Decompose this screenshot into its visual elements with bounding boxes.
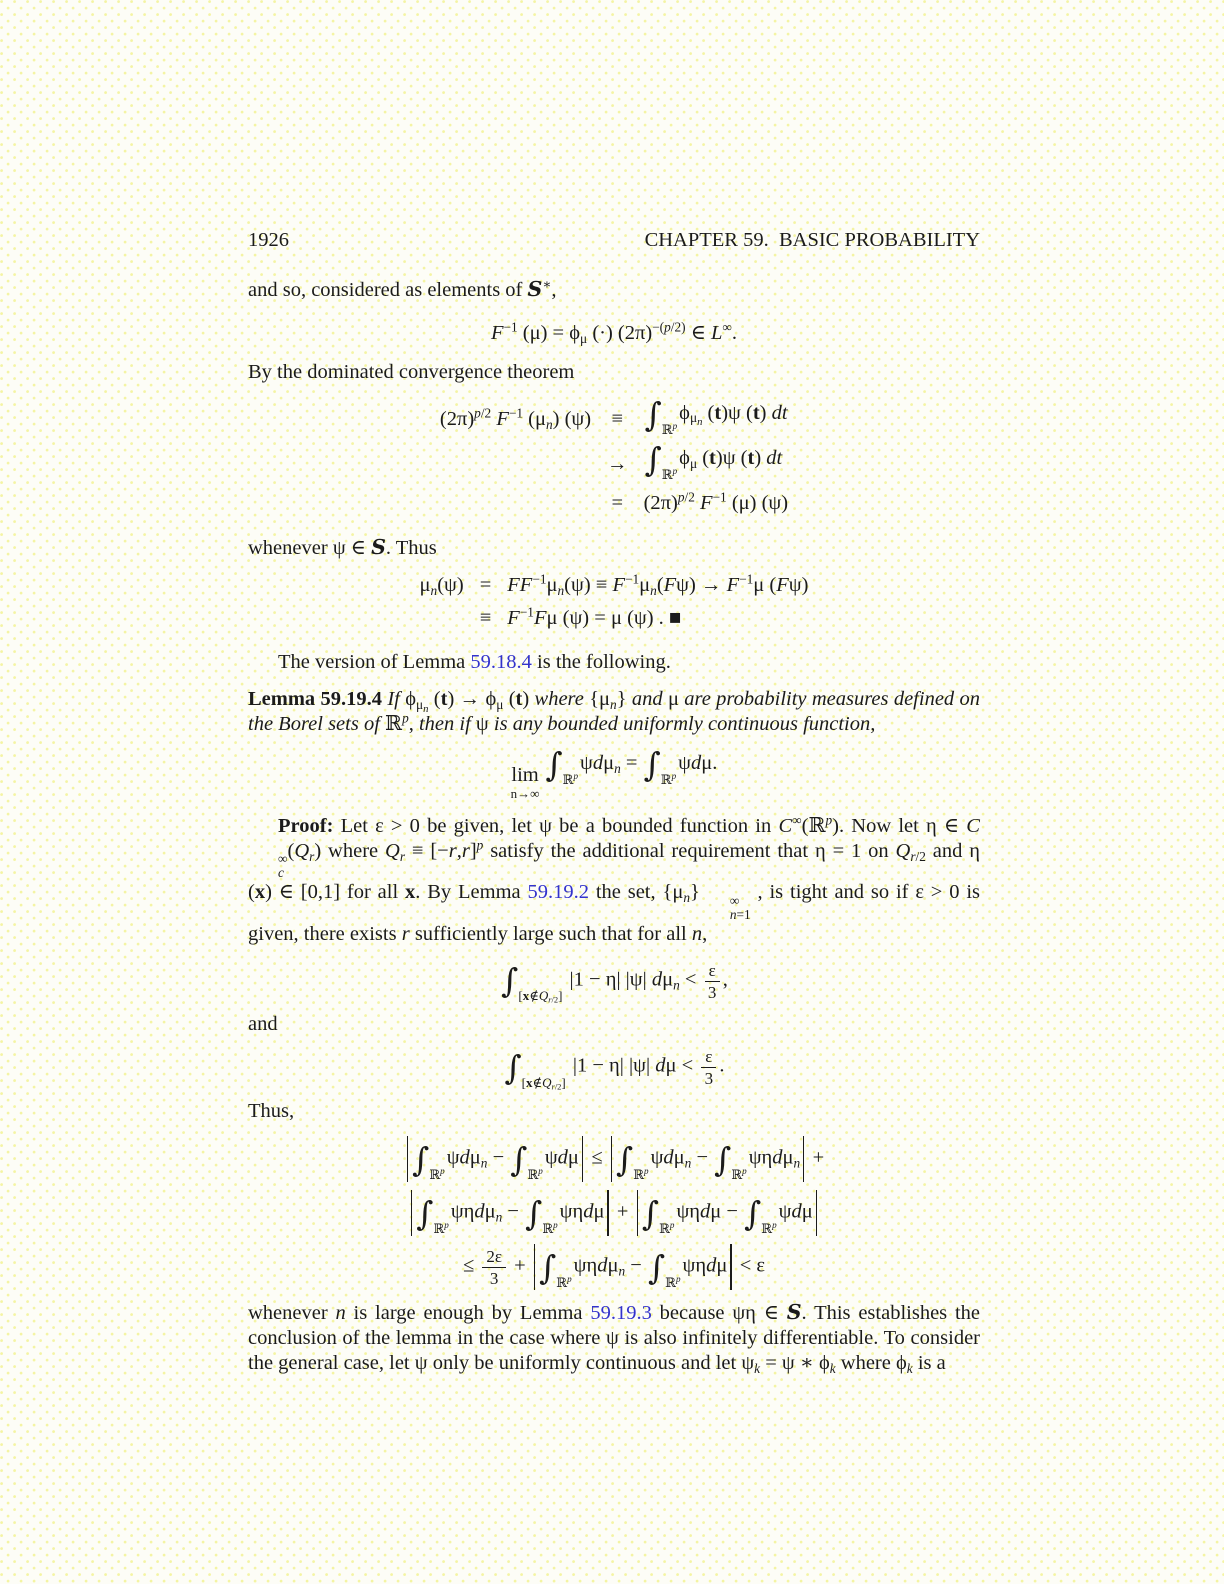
- integral-sign: $\int_{ℝ^p}$: [525, 1193, 558, 1236]
- integral-sign: $\int_{ℝ^p}$: [416, 1193, 449, 1236]
- integral-sign: $\int_{ℝ^p}$: [714, 1139, 747, 1182]
- integral-sign: $\int_{[x\notin Q_{r/2}]}$: [504, 1048, 566, 1092]
- integral-sign: $\int_{ℝ^p}$: [644, 439, 678, 482]
- paragraph-intro: and so, considered as elements of S∗,: [248, 276, 557, 301]
- proof-paragraph: Proof: Let ε > 0 be given, let ψ be a bounded function in C∞(ℝ$^p$). Now let η ∈ C ∞ c $(Q_r)$ where $Q_r \equiv [-r,r]^p$ satisfy the additional requirement that η = 1 on $Q_{r/2}$ and η (x) ∈ [0,1] for all x. By Lemma 59.19.2 the set, $\{\mu_n\}$ ∞ n=1 , is tight and so if ε > 0 is given, there exists r sufficiently large such that for all n,: [248, 812, 981, 945]
- equation-line: $\int_{ℝ^p}\phi_\mu$ (t)ψ (t) dt: [644, 439, 783, 482]
- equation-line: $(2\pi)^{p/2}$ $F^{-1}$ (μ) (ψ): [643, 489, 789, 514]
- equation-align-limit: [439, 394, 789, 514]
- equation-line: $\mu_n(\psi)$: [419, 574, 464, 598]
- integral-sign: $\int_{ℝ^p}$: [539, 1247, 572, 1290]
- paragraph-conclusion: whenever n is large enough by Lemma 59.19.3 because ψη ∈ S. This establishes the conclusion of the lemma in the case where ψ is also infinitely differentiable. To consider the general case, let ψ only be uniformly continuous and let $\psi_k = \psi$ ∗ $\phi_k$ where $\phi_k$ is a: [248, 1300, 981, 1377]
- equation-line: $FF^{-1}\mu_n(\psi) \equiv F^{-1}\mu_n(F\psi) \to F^{-1}\mu$ (Fψ): [507, 571, 809, 598]
- text-column: [248, 228, 980, 1376]
- integral-sign: $\int_{[x\notin Q_{r/2}]}$: [501, 961, 563, 1005]
- integral-sign: $\int_{ℝ^p}$: [510, 1139, 543, 1182]
- integral-sign: $\int_{ℝ^p}$: [644, 394, 678, 437]
- relation-symbol: ≡: [479, 606, 492, 629]
- relation-symbol: ≡: [611, 407, 624, 430]
- equation-fourier-inverse: $F^{-1}$ $(\mu) = \phi_\mu$ (·) $(2\pi)^{-(p/2)}$ ∈ L∞.: [490, 319, 738, 346]
- equation-limit-integral: lim n→∞ $\int_{ℝ^p}\psi d\mu_n = \int_{ℝ^p}\psi d\mu$.: [510, 745, 718, 801]
- equation-tightness-mu: $\int_{[x\notin Q_{r/2}]}$ |1 − η| |ψ| dμ < $\frac{\varepsilon}{3}$ .: [504, 1047, 725, 1092]
- cross-reference-link[interactable]: 59.19.2: [527, 881, 589, 904]
- paragraph-thus: Thus,: [248, 1100, 295, 1123]
- equation-tightness-mu-n: $\int_{[x\notin Q_{r/2}]}$ |1 − η| |ψ| $d\mu_n$ < $\frac{\varepsilon}{3}$ ,: [501, 960, 728, 1005]
- equation-line: ≤ $\frac{2\varepsilon}{3}$ + $\int_{ℝ^p}\psi\eta d\mu_n - \int_{ℝ^p}\psi\eta d\mu < \varepsilon$: [248, 1244, 980, 1290]
- lemma-statement: Lemma 59.19.4 If $\phi_{\mu_n}$ $(t) \to \phi_\mu$ (t) where $\{\mu_n\}$ and μ are probability measures defined on the Borel sets of ℝ$^p$, then if ψ is any bounded uniformly continuous function,: [248, 688, 981, 735]
- relation-symbol: →: [607, 452, 628, 475]
- page-header: [248, 228, 980, 253]
- chapter-title: CHAPTER 59. BASIC PROBABILITY: [644, 229, 980, 251]
- page-number: 1926: [248, 229, 289, 251]
- equation-line: $\int_{ℝ^p}\psi\eta d\mu_n - \int_{ℝ^p}\psi\eta d\mu + \int_{ℝ^p}\psi\eta d\mu - \int_{ℝ^p}\psi d\mu$: [248, 1190, 980, 1236]
- cross-reference-link[interactable]: 59.19.3: [590, 1302, 652, 1325]
- integral-sign: $\int_{ℝ^p}$: [647, 1247, 681, 1290]
- equation-line: $(2\pi)^{p/2}$ $F^{-1}$ $(\mu_n)$ (ψ): [439, 405, 592, 432]
- equation-align-mu: [419, 571, 809, 629]
- integral-sign: $\int_{ℝ^p}$: [641, 1193, 675, 1236]
- integral-sign: $\int_{ℝ^p}$: [616, 1139, 649, 1182]
- paragraph-dominated-convergence: By the dominated convergence theorem: [248, 360, 575, 383]
- equation-line: $F^{-1}F\mu$ (ψ) = μ (ψ) . ■: [507, 604, 682, 629]
- equation-line: $\int_{ℝ^p}\psi d\mu_n - \int_{ℝ^p}\psi d\mu \le \int_{ℝ^p}\psi d\mu_n - \int_{ℝ^p}\psi\eta d\mu_n$ +: [248, 1136, 980, 1182]
- paragraph-whenever: whenever ψ ∈ S. Thus: [248, 535, 437, 559]
- relation-symbol: =: [479, 574, 492, 596]
- paragraph-and: and: [248, 1013, 278, 1036]
- equation-line: $\int_{ℝ^p}\phi_{\mu_n}$ (t)ψ (t) dt: [644, 394, 788, 437]
- cross-reference-link[interactable]: 59.18.4: [470, 651, 532, 673]
- paragraph-lemma-version: The version of Lemma 59.18.4 is the following.: [278, 651, 671, 673]
- integral-sign: $\int_{ℝ^p}$: [412, 1139, 445, 1182]
- integral-sign: $\int_{ℝ^p}$: [643, 745, 677, 787]
- integral-sign: $\int_{ℝ^p}$: [545, 745, 578, 787]
- equation-triangle-inequality: [248, 1136, 980, 1290]
- relation-symbol: =: [611, 491, 624, 514]
- integral-sign: $\int_{ℝ^p}$: [744, 1193, 777, 1236]
